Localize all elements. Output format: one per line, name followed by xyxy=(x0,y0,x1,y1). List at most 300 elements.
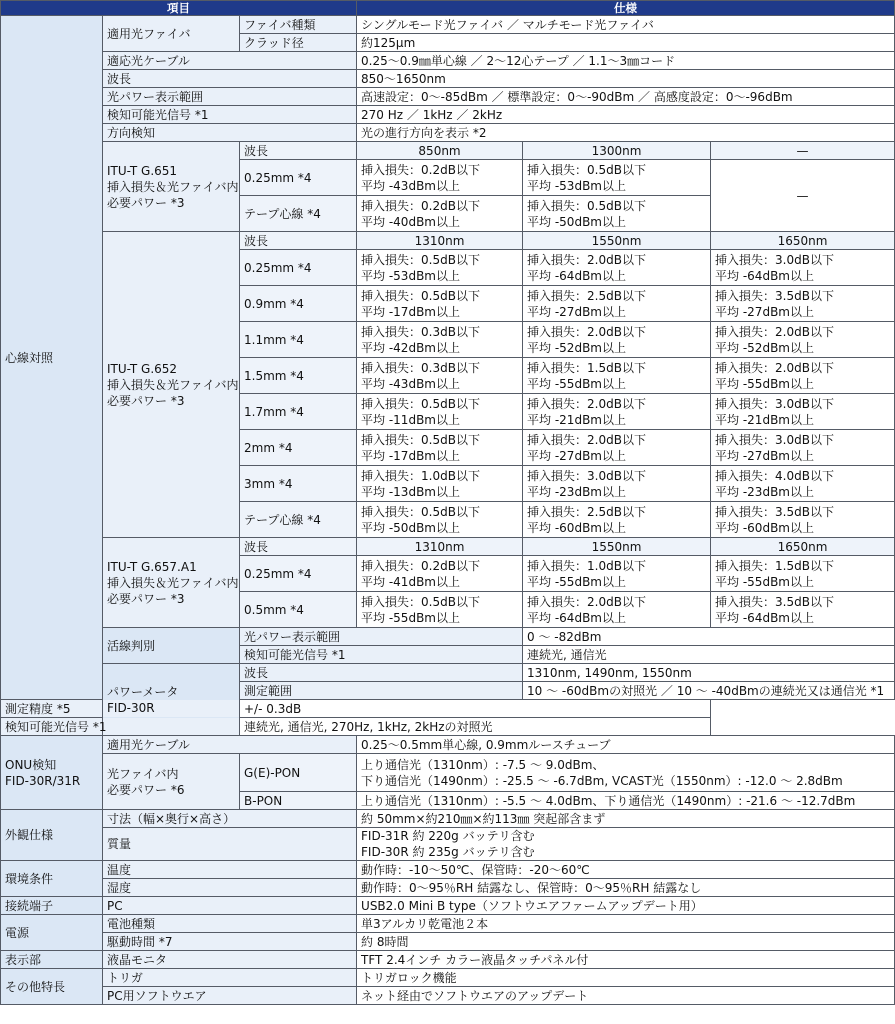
table-cell xyxy=(103,142,240,232)
table-cell xyxy=(357,502,523,538)
table-cell xyxy=(103,628,240,664)
table-cell xyxy=(240,160,357,196)
table-cell xyxy=(711,592,895,628)
table-cell xyxy=(523,628,895,646)
table-cell xyxy=(357,987,895,1005)
table-cell xyxy=(103,52,357,70)
table-row xyxy=(1,987,895,1005)
table-cell xyxy=(357,358,523,394)
table-cell xyxy=(523,556,711,592)
cell-line: 光パワー表示範囲 xyxy=(244,629,341,644)
cell-line: 挿入損失：3.5dB以下 xyxy=(715,594,834,609)
cell-line: 平均 -23dBm以上 xyxy=(527,484,626,499)
cell-line: パワーメータ xyxy=(107,684,179,699)
cell-line: 湿度 xyxy=(107,880,132,895)
cell-line: 心線対照 xyxy=(5,350,54,365)
table-cell xyxy=(523,430,711,466)
table-cell xyxy=(523,538,711,556)
table-row xyxy=(1,232,895,250)
table-cell xyxy=(357,828,895,861)
table-cell xyxy=(240,232,357,250)
cell-line: 波長 xyxy=(107,71,132,86)
cell-line: 1550nm xyxy=(591,233,642,248)
cell-line: FID-30R/31R xyxy=(5,773,81,788)
cell-line: ONU検知 xyxy=(5,757,57,772)
cell-line: G(E)-PON xyxy=(244,765,301,780)
cell-line: 適用光ファイバ xyxy=(107,26,191,41)
table-cell xyxy=(523,250,711,286)
table-cell xyxy=(103,16,240,52)
cell-line: 0.25mm *4 xyxy=(244,170,312,185)
table-cell xyxy=(103,897,357,915)
table-row xyxy=(1,861,895,879)
cell-line: FID-30R 約 235g バッテリ含む xyxy=(361,845,535,859)
cell-line: 挿入損失：0.3dB以下 xyxy=(361,324,480,339)
cell-line: 0.25mm *4 xyxy=(244,260,312,275)
cell-line: ネット経由でソフトウエアのアップデート xyxy=(361,988,589,1003)
cell-line: 光の進行方向を表示 *2 xyxy=(361,125,487,140)
cell-line: 平均 -41dBm以上 xyxy=(361,574,460,589)
cell-line: 検知可能光信号 *1 xyxy=(5,719,107,734)
table-cell xyxy=(1,810,103,861)
table-cell xyxy=(357,34,895,52)
cell-line: クラッド径 xyxy=(244,35,304,50)
cell-line: 駆動時間 *7 xyxy=(107,934,173,949)
cell-line: 挿入損失：0.5dB以下 xyxy=(361,252,480,267)
table-cell xyxy=(357,250,523,286)
cell-line: 約 50mm×約210㎜×約113㎜ 突起部含まず xyxy=(361,811,606,826)
table-cell xyxy=(523,160,711,196)
cell-line: 測定範囲 xyxy=(244,683,293,698)
table-cell xyxy=(240,792,357,810)
table-row xyxy=(1,879,895,897)
cell-line: 連続光, 通信光 xyxy=(527,647,607,662)
header-spec: 仕様 xyxy=(357,1,895,16)
cell-line: テープ心線 *4 xyxy=(244,206,321,221)
cell-line: 挿入損失：2.5dB以下 xyxy=(527,288,646,303)
cell-line: 平均 -42dBm以上 xyxy=(361,340,460,355)
table-row xyxy=(1,52,895,70)
cell-line: 1.7mm *4 xyxy=(244,404,304,419)
cell-line: 1.1mm *4 xyxy=(244,332,304,347)
cell-line: シングルモード光ファイバ ／ マルチモード光ファイバ xyxy=(361,17,654,32)
cell-line: 挿入損失：3.5dB以下 xyxy=(715,288,834,303)
table-cell xyxy=(523,664,895,682)
cell-line: 挿入損失：2.0dB以下 xyxy=(527,396,646,411)
table-cell xyxy=(103,915,357,933)
table-row xyxy=(1,124,895,142)
cell-line: 上り通信光（1310nm）: -5.5 ～ 4.0dBm、下り通信光（1490nm）: -21.6 ～ -12.7dBm xyxy=(361,793,856,808)
cell-line: 挿入損失：2.0dB以下 xyxy=(527,324,646,339)
table-cell xyxy=(357,915,895,933)
table-cell xyxy=(240,628,523,646)
table-cell xyxy=(240,196,357,232)
table-cell xyxy=(357,556,523,592)
table-cell xyxy=(357,160,523,196)
cell-line: 約125μm xyxy=(361,35,416,50)
table-cell xyxy=(103,232,240,538)
cell-line: FID-31R 約 220g バッテリ含む xyxy=(361,829,535,843)
table-cell xyxy=(523,286,711,322)
cell-line: 挿入損失：0.2dB以下 xyxy=(361,198,480,213)
cell-line: 測定精度 *5 xyxy=(5,701,71,716)
cell-line: 挿入損失：1.0dB以下 xyxy=(361,468,480,483)
cell-line: 平均 -60dBm以上 xyxy=(527,520,626,535)
table-cell xyxy=(523,232,711,250)
table-cell xyxy=(240,16,357,34)
table-cell xyxy=(357,142,523,160)
cell-line: 1310nm xyxy=(414,233,465,248)
cell-line: トリガロック機能 xyxy=(361,970,457,985)
table-cell xyxy=(103,124,357,142)
table-row xyxy=(1,933,895,951)
cell-line: 平均 -43dBm以上 xyxy=(361,376,460,391)
cell-line: 環境条件 xyxy=(5,871,54,886)
table-cell xyxy=(357,286,523,322)
cell-line: — xyxy=(796,188,809,203)
cell-line: 活線判別 xyxy=(107,638,156,653)
cell-line: 挿入損失：0.2dB以下 xyxy=(361,162,480,177)
cell-line: 動作時：0～95％RH 結露なし、保管時：0～95％RH 結露なし xyxy=(361,880,702,895)
table-cell xyxy=(357,322,523,358)
cell-line: 0.25～0.5mm単心線, 0.9mmルースチューブ xyxy=(361,737,611,752)
cell-line: 挿入損失＆光ファイバ内 xyxy=(107,179,239,194)
table-cell xyxy=(711,250,895,286)
table-cell xyxy=(357,810,895,828)
cell-line: 接続端子 xyxy=(5,898,54,913)
cell-line: 温度 xyxy=(107,862,132,877)
cell-line: 挿入損失：0.5dB以下 xyxy=(527,198,646,213)
table-cell xyxy=(1,969,103,1005)
table-row xyxy=(1,915,895,933)
cell-line: 光パワー表示範囲 xyxy=(107,89,204,104)
cell-line: 挿入損失：3.5dB以下 xyxy=(715,504,834,519)
table-cell xyxy=(103,754,240,810)
cell-line: 光ファイバ内 xyxy=(107,766,179,781)
cell-line: 寸法（幅×奥行×高さ） xyxy=(107,811,236,826)
table-cell xyxy=(711,538,895,556)
cell-line: 挿入損失：0.3dB以下 xyxy=(361,360,480,375)
table-cell xyxy=(523,196,711,232)
table-cell xyxy=(523,646,895,664)
table-cell xyxy=(103,969,357,987)
cell-line: ITU-T G.657.A1 xyxy=(107,559,197,574)
cell-line: 挿入損失：0.5dB以下 xyxy=(361,288,480,303)
cell-line: 平均 -13dBm以上 xyxy=(361,484,460,499)
cell-line: 挿入損失：1.0dB以下 xyxy=(527,558,646,573)
table-cell xyxy=(103,70,357,88)
table-cell xyxy=(357,232,523,250)
cell-line: 挿入損失：3.0dB以下 xyxy=(715,252,834,267)
table-cell xyxy=(357,933,895,951)
table-row xyxy=(1,718,895,736)
cell-line: 1550nm xyxy=(591,539,642,554)
table-header-row xyxy=(1,1,895,16)
table-cell xyxy=(711,358,895,394)
cell-line: 平均 -64dBm以上 xyxy=(715,610,814,625)
cell-line: 適応光ケーブル xyxy=(107,53,190,68)
table-row xyxy=(1,142,895,160)
cell-line: 挿入損失：2.0dB以下 xyxy=(527,252,646,267)
cell-line: 平均 -17dBm以上 xyxy=(361,448,460,463)
cell-line: 平均 -60dBm以上 xyxy=(715,520,814,535)
table-cell xyxy=(1,861,103,897)
table-cell xyxy=(357,106,895,124)
table-row xyxy=(1,897,895,915)
cell-line: 挿入損失：1.5dB以下 xyxy=(527,360,646,375)
cell-line: 850nm xyxy=(418,143,461,158)
cell-line: 波長 xyxy=(244,665,269,680)
cell-line: 2mm *4 xyxy=(244,440,293,455)
table-cell xyxy=(240,682,523,700)
cell-line: FID-30R xyxy=(107,700,155,715)
table-cell xyxy=(103,951,357,969)
table-cell xyxy=(103,538,240,628)
table-cell xyxy=(240,250,357,286)
cell-line: テープ心線 *4 xyxy=(244,512,321,527)
cell-line: 波長 xyxy=(244,539,269,554)
table-cell xyxy=(240,34,357,52)
cell-line: 平均 -55dBm以上 xyxy=(527,376,626,391)
cell-line: TFT 2.4インチ カラー液晶タッチパネル付 xyxy=(361,952,589,967)
table-cell xyxy=(1,16,103,700)
cell-line: ファイバ種類 xyxy=(244,17,316,32)
table-row xyxy=(1,16,895,34)
cell-line: 挿入損失：2.0dB以下 xyxy=(527,594,646,609)
cell-line: 検知可能光信号 *1 xyxy=(244,647,346,662)
table-cell xyxy=(1,897,103,915)
cell-line: B-PON xyxy=(244,793,283,808)
table-cell xyxy=(357,394,523,430)
table-cell xyxy=(240,556,357,592)
table-cell xyxy=(357,592,523,628)
table-cell xyxy=(1,718,240,736)
cell-line: 0.25mm *4 xyxy=(244,566,312,581)
cell-line: 電源 xyxy=(5,925,30,940)
cell-line: 平均 -55dBm以上 xyxy=(361,610,460,625)
table-cell xyxy=(711,232,895,250)
table-row xyxy=(1,628,895,646)
cell-line: 10 ～ -60dBmの対照光 ／ 10 ～ -40dBmの連続光又は通信光 *1 xyxy=(527,683,885,698)
table-cell xyxy=(357,430,523,466)
cell-line: 平均 -27dBm以上 xyxy=(715,448,814,463)
cell-line: 表示部 xyxy=(5,952,42,967)
cell-line: USB2.0 Mini B type（ソフトウエアファームアップデート用） xyxy=(361,898,703,913)
cell-line: 下り通信光（1490nm）: -25.5 ～ -6.7dBm, VCAST光（1550nm）: -12.0 ～ 2.8dBm xyxy=(361,773,843,788)
cell-line: 平均 -52dBm以上 xyxy=(715,340,814,355)
table-cell xyxy=(1,736,103,810)
cell-line: 挿入損失：3.0dB以下 xyxy=(715,432,834,447)
cell-line: 必要パワー *3 xyxy=(107,591,185,606)
table-cell xyxy=(240,502,357,538)
table-row xyxy=(1,88,895,106)
cell-line: 平均 -40dBm以上 xyxy=(361,214,460,229)
table-cell xyxy=(357,16,895,34)
cell-line: 単3アルカリ乾電池２本 xyxy=(361,916,489,931)
cell-line: トリガ xyxy=(107,970,143,985)
table-cell xyxy=(1,951,103,969)
table-row xyxy=(1,828,895,861)
table-cell xyxy=(103,736,357,754)
cell-line: ITU-T G.651 xyxy=(107,163,178,178)
table-cell xyxy=(357,466,523,502)
table-cell xyxy=(103,933,357,951)
cell-line: 液晶モニタ xyxy=(107,952,168,967)
cell-line: 動作時：-10～50℃、保管時：-20～60℃ xyxy=(361,862,590,877)
table-cell xyxy=(523,142,711,160)
table-cell xyxy=(711,556,895,592)
cell-line: 平均 -17dBm以上 xyxy=(361,304,460,319)
table-cell xyxy=(357,124,895,142)
table-row xyxy=(1,810,895,828)
cell-line: その他特長 xyxy=(5,979,66,994)
table-cell xyxy=(711,322,895,358)
table-cell xyxy=(240,394,357,430)
table-cell xyxy=(357,861,895,879)
cell-line: 挿入損失：2.0dB以下 xyxy=(527,432,646,447)
cell-line: 1650nm xyxy=(777,539,828,554)
table-cell xyxy=(240,754,357,792)
cell-line: 挿入損失：0.2dB以下 xyxy=(361,558,480,573)
table-cell xyxy=(103,828,357,861)
table-cell xyxy=(103,987,357,1005)
cell-line: 平均 -64dBm以上 xyxy=(715,268,814,283)
table-cell xyxy=(103,88,357,106)
table-cell xyxy=(711,142,895,160)
cell-line: 挿入損失：2.0dB以下 xyxy=(715,324,834,339)
cell-line: 挿入損失：0.5dB以下 xyxy=(361,594,480,609)
cell-line: +/- 0.3dB xyxy=(244,701,302,716)
cell-line: 平均 -27dBm以上 xyxy=(527,304,626,319)
cell-line: PC用ソフトウエア xyxy=(107,988,207,1003)
table-cell xyxy=(240,466,357,502)
cell-line: 850～1650nm xyxy=(361,71,446,86)
cell-line: 平均 -64dBm以上 xyxy=(527,268,626,283)
table-cell xyxy=(523,358,711,394)
table-cell xyxy=(357,969,895,987)
cell-line: 平均 -55dBm以上 xyxy=(527,574,626,589)
table-cell xyxy=(357,52,895,70)
table-cell xyxy=(357,897,895,915)
table-cell xyxy=(240,538,357,556)
cell-line: 0.9mm *4 xyxy=(244,296,304,311)
table-cell xyxy=(240,322,357,358)
cell-line: 挿入損失：3.0dB以下 xyxy=(527,468,646,483)
table-cell xyxy=(523,322,711,358)
cell-line: 高速設定：0～-85dBm ／ 標準設定：0～-90dBm ／ 高感度設定：0～-96dBm xyxy=(361,89,793,104)
cell-line: 平均 -64dBm以上 xyxy=(527,610,626,625)
cell-line: 平均 -11dBm以上 xyxy=(361,412,460,427)
cell-line: 挿入損失＆光ファイバ内 xyxy=(107,575,239,590)
table-cell xyxy=(240,664,523,682)
cell-line: 必要パワー *3 xyxy=(107,393,185,408)
cell-line: 0.5mm *4 xyxy=(244,602,304,617)
cell-line: — xyxy=(796,143,809,158)
cell-line: 平均 -27dBm以上 xyxy=(527,448,626,463)
table-cell xyxy=(357,196,523,232)
table-cell xyxy=(711,430,895,466)
cell-line: 適用光ケーブル xyxy=(107,737,190,752)
table-row xyxy=(1,969,895,987)
table-cell xyxy=(357,538,523,556)
table-cell xyxy=(103,810,357,828)
table-row xyxy=(1,70,895,88)
cell-line: 波長 xyxy=(244,233,269,248)
cell-line: 270 Hz ／ 1kHz ／ 2kHz xyxy=(361,107,503,122)
table-row xyxy=(1,106,895,124)
table-cell xyxy=(240,718,711,736)
cell-line: 連続光, 通信光, 270Hz, 1kHz, 2kHzの対照光 xyxy=(244,719,493,734)
cell-line: 質量 xyxy=(107,837,132,851)
table-cell xyxy=(523,682,895,700)
cell-line: 平均 -50dBm以上 xyxy=(361,520,460,535)
cell-line: PC xyxy=(107,898,123,913)
table-cell xyxy=(240,430,357,466)
table-cell xyxy=(240,358,357,394)
cell-line: 挿入損失：4.0dB以下 xyxy=(715,468,834,483)
cell-line: 挿入損失：3.0dB以下 xyxy=(715,396,834,411)
cell-line: 0 ～ -82dBm xyxy=(527,629,602,644)
table-cell xyxy=(711,286,895,322)
table-row xyxy=(1,754,895,792)
table-cell xyxy=(711,502,895,538)
cell-line: 上り通信光（1310nm）: -7.5 ～ 9.0dBm、 xyxy=(361,757,605,772)
table-cell xyxy=(357,792,895,810)
table-cell xyxy=(711,160,895,232)
table-cell xyxy=(523,592,711,628)
cell-line: 挿入損失：0.5dB以下 xyxy=(361,396,480,411)
table-cell xyxy=(240,142,357,160)
table-row xyxy=(1,736,895,754)
cell-line: 平均 -55dBm以上 xyxy=(715,574,814,589)
table-row xyxy=(1,951,895,969)
table-cell xyxy=(103,106,357,124)
cell-line: 必要パワー *6 xyxy=(107,782,185,797)
cell-line: 挿入損失：0.5dB以下 xyxy=(361,432,480,447)
cell-line: 平均 -27dBm以上 xyxy=(715,304,814,319)
cell-line: 挿入損失：2.5dB以下 xyxy=(527,504,646,519)
cell-line: ITU-T G.652 xyxy=(107,361,178,376)
cell-line: 電池種類 xyxy=(107,916,156,931)
table-cell xyxy=(240,646,523,664)
cell-line: 挿入損失：2.0dB以下 xyxy=(715,360,834,375)
cell-line: 平均 -55dBm以上 xyxy=(715,376,814,391)
cell-line: 挿入損失＆光ファイバ内 xyxy=(107,377,239,392)
table-cell xyxy=(523,394,711,430)
cell-line: 平均 -53dBm以上 xyxy=(361,268,460,283)
cell-line: 平均 -50dBm以上 xyxy=(527,214,626,229)
cell-line: 0.25～0.9㎜単心線 ／ 2～12心テープ ／ 1.1～3㎜コード xyxy=(361,53,676,68)
table-row xyxy=(1,664,895,682)
cell-line: 挿入損失：1.5dB以下 xyxy=(715,558,834,573)
cell-line: 1310nm, 1490nm, 1550nm xyxy=(527,665,692,680)
table-cell xyxy=(357,70,895,88)
cell-line: 必要パワー *3 xyxy=(107,195,185,210)
cell-line: 挿入損失：0.5dB以下 xyxy=(361,504,480,519)
table-cell xyxy=(103,879,357,897)
table-cell xyxy=(240,286,357,322)
table-cell xyxy=(357,879,895,897)
table-cell xyxy=(357,88,895,106)
cell-line: 外観仕様 xyxy=(5,828,54,842)
cell-line: 平均 -52dBm以上 xyxy=(527,340,626,355)
cell-line: 平均 -21dBm以上 xyxy=(715,412,814,427)
table-cell xyxy=(523,466,711,502)
cell-line: 1.5mm *4 xyxy=(244,368,304,383)
table-cell xyxy=(1,915,103,951)
header-item: 項目 xyxy=(1,1,357,16)
table-cell xyxy=(711,394,895,430)
